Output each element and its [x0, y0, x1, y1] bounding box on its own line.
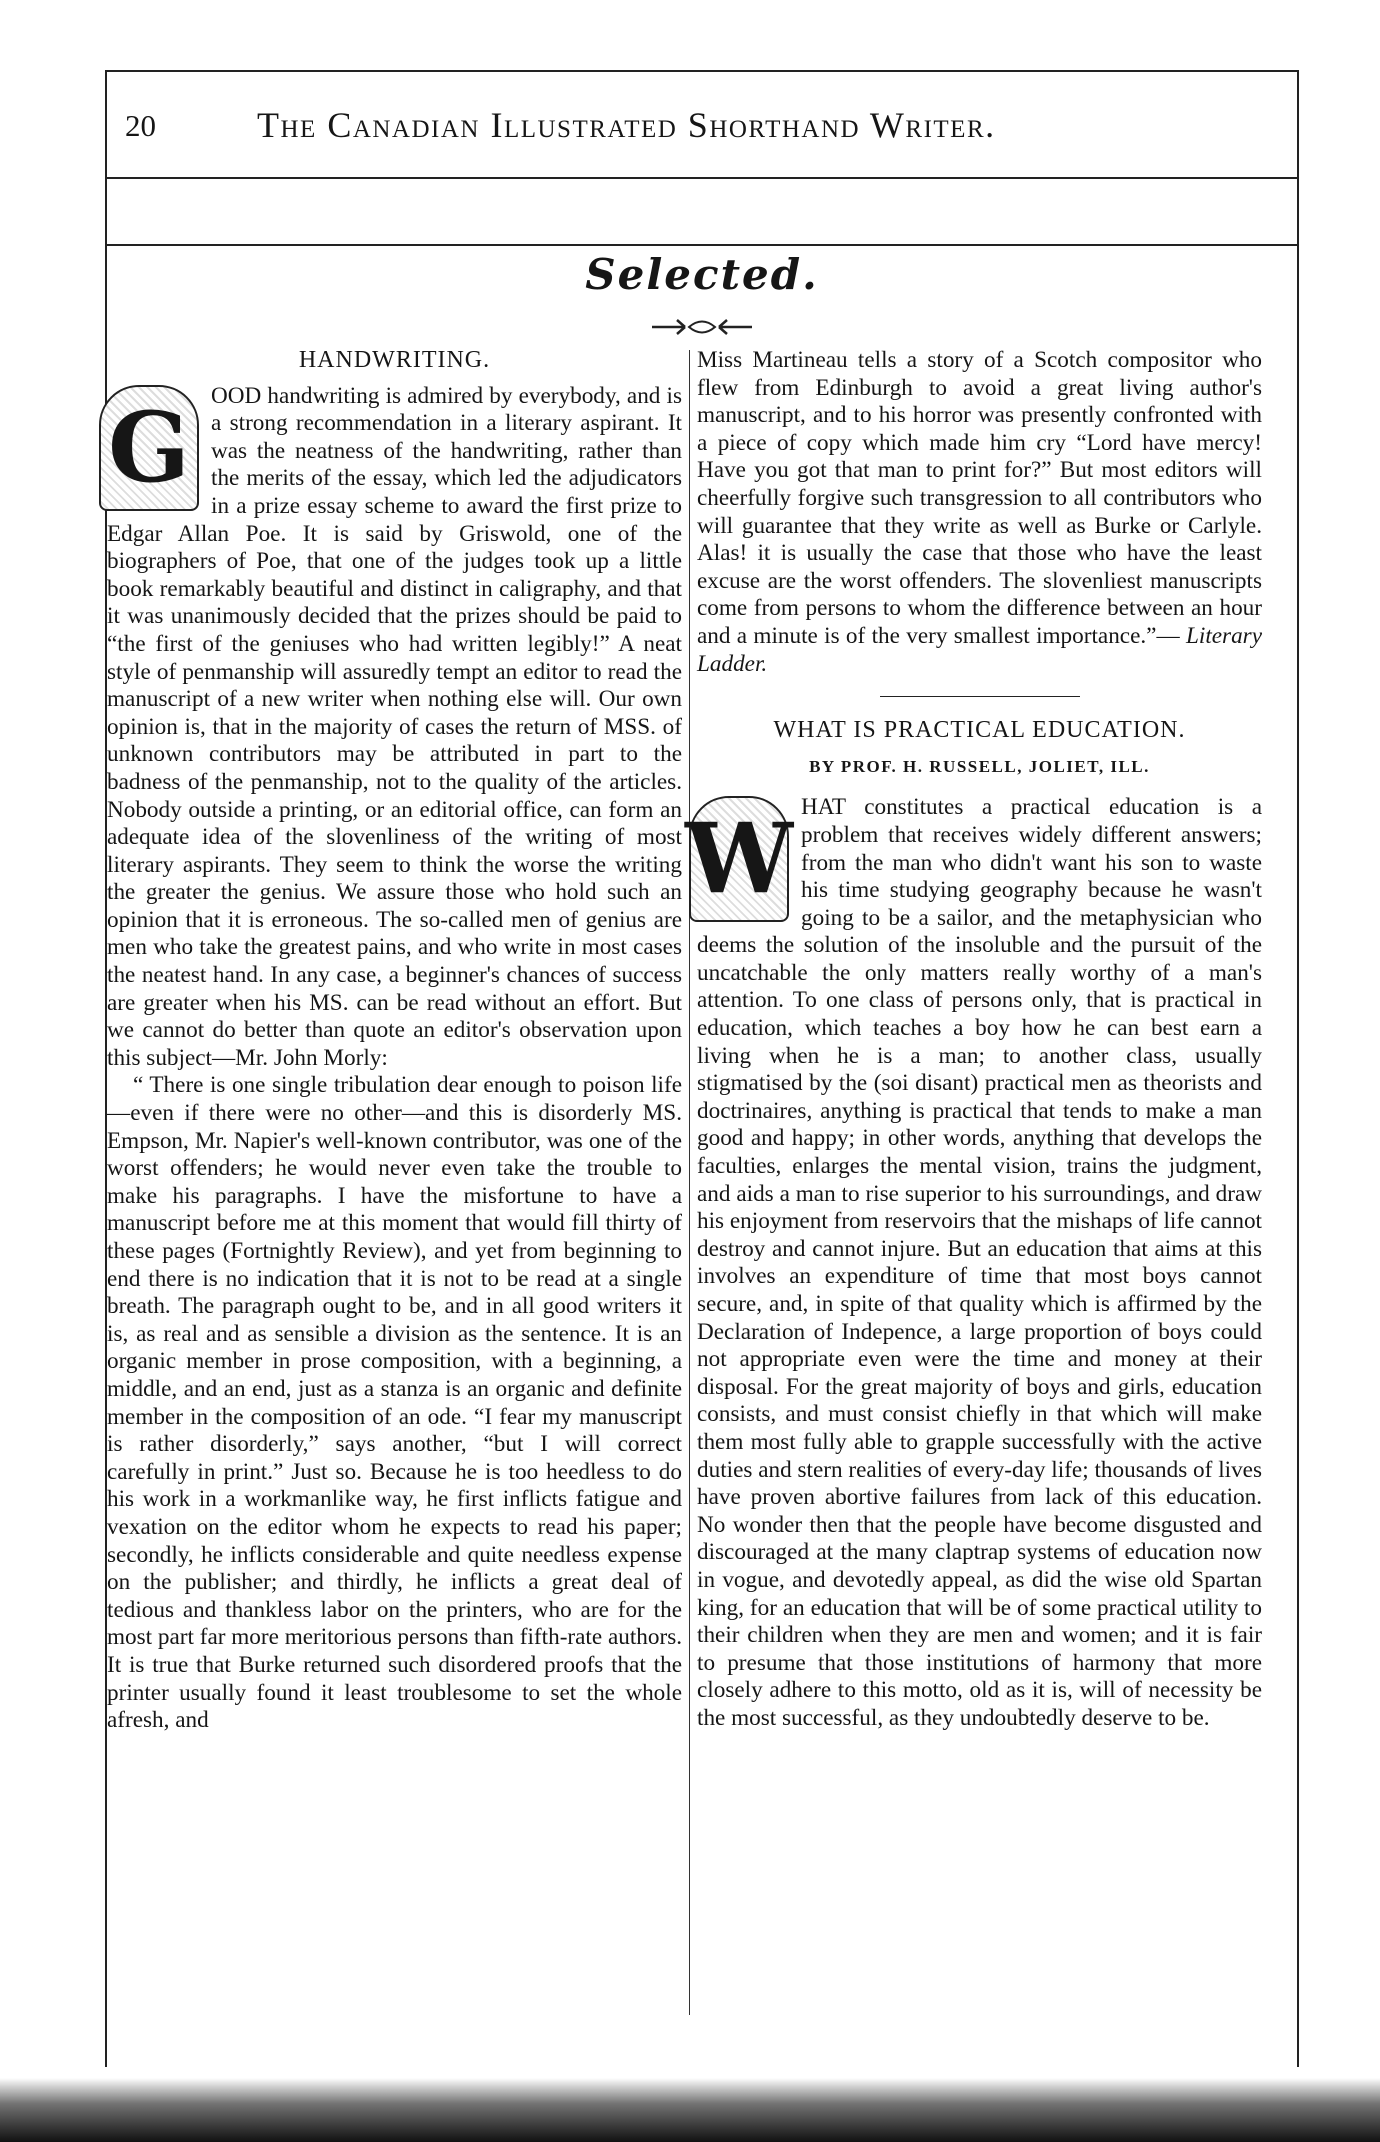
article-paragraph — [107, 383, 682, 1073]
drop-cap-w: W — [689, 796, 789, 922]
header-rule — [107, 244, 1297, 246]
article-paragraph — [685, 794, 1262, 1732]
left-column — [107, 347, 682, 1735]
section-heading: Selected. — [585, 250, 819, 299]
ornament-divider-icon — [647, 312, 757, 342]
continued-paragraph — [697, 347, 1262, 678]
column-divider — [689, 350, 690, 2015]
drop-cap-g: G — [99, 385, 199, 511]
paragraph-text: HAT constitutes a practical education is a problem that receives widely different answers; from the man who didn't want his son to waste his time studying geography because he wasn't going to be a sailor, and the metaphysician who deems the solution of the insoluble and the pursuit of the uncatchable the only matters really worthy of a man's attention. To one class of persons only, that is practical in education, which teaches a boy how he can best earn a living when he is a man; to another class, usually stigmatised by the (soi disant) practical men as theorists and doctrinaires, anything is practical that tends to make a man good and happy; in other words, anything that develops the faculties, enlarges the mental vision, trains the judgment, and aids a man to rise superior to his surroundings, and draw his enjoyment from reservoirs that the mishaps of life cannot destroy and cannot injure. But an education that aims at this involves an expenditure of time that most boys cannot secure, and, in spite of that quality which is affirmed by the Declaration of Indepence, a large proportion of boys could not appropriate even were the time and money at their disposal. For the great majority of boys and girls, education consists, and must consist chiefly in that which will make them most fully able to grapple successfully with the active duties and stern realities of every-day life; thousands of lives have proven abortive failures from lack of this education. No wonder then that the people have become disgusted and discouraged at the many claptrap systems of education now in vogue, and devotedly appeal, as did the wise old Spartan king, for an education that will be of some practical utility to their children when they are men and women; and it is fair to presume that those institutions of harmony that more closely adhere to this motto, old as it is, will of necessity be the most successful, as they undoubtedly deserve to be. — [697, 794, 1262, 1731]
paragraph-text: OOD handwriting is admired by everybody, and is a strong recommendation in a literary aspirant. It was the neatness of the handwriting, rather than the merits of the essay, which led the adjudicators in a prize essay scheme to award the first prize to Edgar Allan Poe. It is said by Griswold, one of the biographers of Poe, that one of the judges took up a little book remarkably beautiful and distinct in caligraphy, and that it was unanimously decided that the prizes should be paid to “the first of the geniuses who had written legibly!” A neat style of penmanship will assuredly tempt an editor to read the manuscript of a new writer when nothing else will. Our own opinion is, that in the majority of cases the return of MSS. of unknown contributors may be attributed in part to the badness of the penmanship, not to the quality of the articles. Nobody outside a printing, or an editorial office, can form an adequate idea of the slovenliness of the writing of most literary aspirants. They seem to think the worse the writing the greater the genius. We assure those who hold such an opinion that it is erroneous. The so-called men of genius are men who take the greatest pains, and who write in most cases the neatest hand. In any case, a beginner's chances of success are greater when his MS. can be read without an effort. But we cannot do better than quote an editor's observation upon this subject—Mr. John Morly: — [107, 382, 682, 1071]
article-paragraph: “ There is one single tribulation dear enough to poison life—even if there were no other—and this is disorderly MS. Empson, Mr. Napier's well-known contributor, was one of the worst offenders; he would never even take the trouble to make his paragraphs. I have the misfortune to have a manuscript before me at this moment that would fill thirty of these pages (Fortnightly Review), and yet from beginning to end there is no indication that it is not to be read at a single breath. The paragraph ought to be, and in all good writers it is, as real and as sensible a division as the sentence. It is an organic member in prose composition, with a beginning, a middle, and an end, just as a stanza is an organic and definite member in the composition of an ode. “I fear my manuscript is rather disorderly,” says another, “but I will correct carefully in print.” Just so. Because he is too heedless to do his work in a workmanlike way, he first inflicts fatigue and vexation on the editor whom he expects to read his paper; secondly, he inflicts considerable and quite needless expense on the publisher; and thirdly, he inflicts a great deal of tedious and thankless labor on the printers, who are for the most part far more meritorious persons than fifth-rate authors. It is true that Burke returned such disordered proofs that the printer usually found it least troublesome to set the whole afresh, and — [107, 1072, 683, 1734]
byline: BY PROF. H. RUSSELL, JOLIET, ILL. — [809, 756, 1150, 776]
paragraph-text: Miss Martineau tells a story of a Scotch compositor who flew from Edinburgh to avoid a great living author's manuscript, and to his horror was presently confronted with a piece of copy which made him cry “Lord have mercy! Have you got that man to print for?” But most editors will cheerfully forgive such transgression to all contributors who will guarantee that they write as well as Burke or Carlyle. Alas! it is usually the case that those who have the least excuse are the worst offenders. The slovenliest manuscripts come from persons to whom the difference between an hour and a minute is of the very smallest importance.”— — [697, 347, 1262, 649]
page-edge-shadow — [0, 2078, 1380, 2142]
article-title-education: WHAT IS PRACTICAL EDUCATION. — [773, 717, 1186, 744]
page-number: 20 — [125, 108, 156, 143]
journal-title: The Canadian Illustrated Shorthand Writer. — [257, 105, 996, 145]
page-frame — [105, 70, 1299, 2067]
article-separator — [880, 696, 1080, 697]
article-title-handwriting: HANDWRITING. — [298, 347, 491, 373]
right-column — [685, 347, 1262, 1733]
running-head — [107, 72, 1297, 179]
attribution: Literary Ladder. — [697, 622, 1262, 677]
